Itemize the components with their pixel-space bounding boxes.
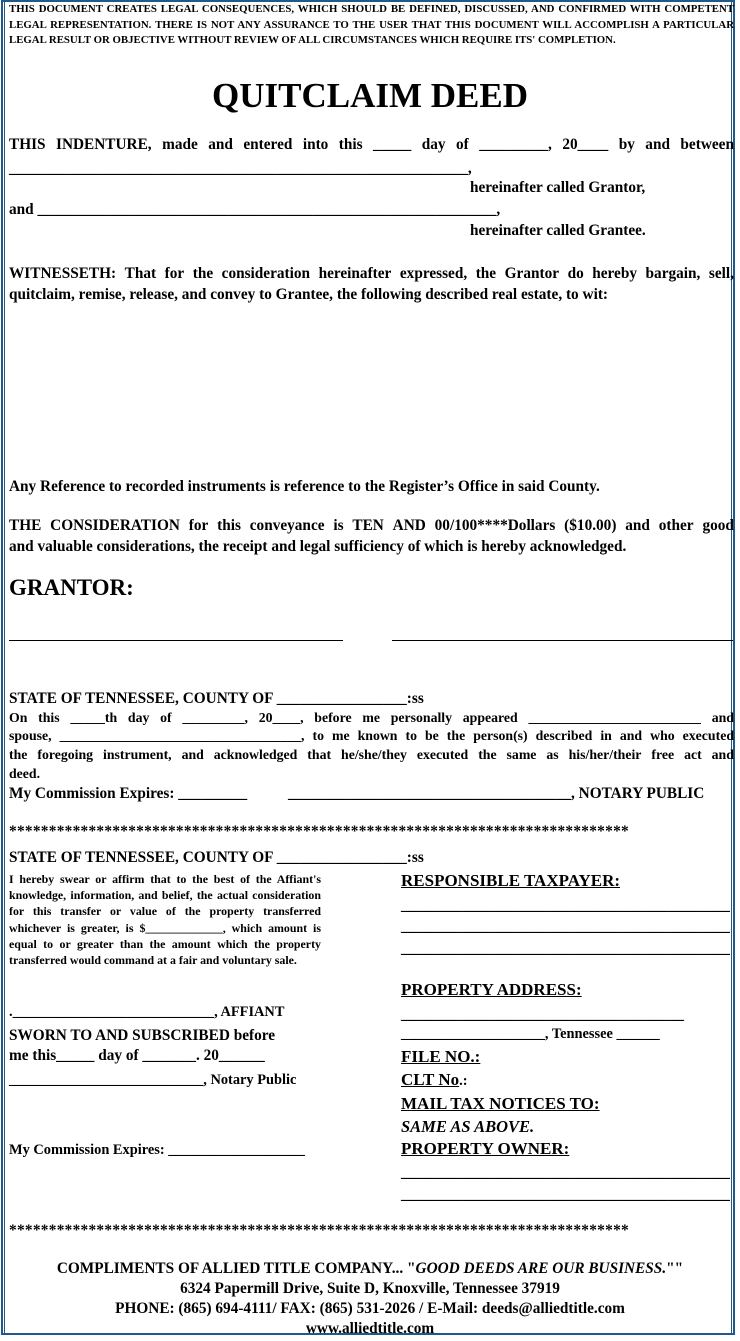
footer-compliments (0, 1260, 740, 1278)
word: ($10.00) (564, 517, 617, 534)
word: is (333, 517, 344, 534)
indenture-line-1 (9, 136, 734, 154)
word: day (421, 136, 446, 153)
word: bargain, (645, 265, 701, 282)
word: made (162, 136, 198, 153)
word: into (302, 136, 329, 153)
notary-line-1 (9, 710, 734, 726)
word: the (475, 265, 497, 282)
word: That (124, 265, 157, 282)
word: and (645, 136, 670, 153)
word: me (362, 710, 380, 725)
word: act (684, 747, 702, 762)
word: and (711, 747, 734, 762)
taxpayer-blank-1[interactable]: ___________________________________________ (401, 897, 730, 914)
word: and (619, 728, 643, 743)
word: the (9, 747, 28, 762)
word: do (567, 265, 584, 282)
reference-statement: Any Reference to recorded instruments is reference to the Register’s Office in said County. (9, 478, 600, 495)
word: he/she/they (341, 747, 407, 762)
word: THE (9, 517, 42, 534)
word: known (357, 728, 398, 743)
footer-website[interactable]: www.alliedtitle.com (305, 1320, 435, 1337)
word: who (650, 728, 675, 743)
word: conveyance (249, 517, 325, 534)
word: Grantor (504, 265, 560, 282)
witnesseth-line-2: quitclaim, remise, release, and convey to Grantee, the following described real estate, to wit: (9, 286, 609, 303)
notary-state-county: STATE OF TENNESSEE, COUNTY OF _________________:ss (9, 690, 424, 707)
word: for (164, 265, 185, 282)
word: for (188, 517, 209, 534)
word: this (217, 517, 241, 534)
word: as (546, 747, 559, 762)
consideration-line-1 (9, 517, 734, 535)
word: described (535, 728, 593, 743)
word: INDENTURE, (56, 136, 152, 153)
grantee-name-blank[interactable]: and ____________________________________________________________, (9, 201, 501, 218)
word: hereinafter (318, 265, 392, 282)
affidavit-text: I hereby swear or affirm that to the best of the Affiant's knowledge, information, and belief, the actual consideration for this transfer or value of the property transferred whichever is greater, is $_____________, which amount is equal to or greater than the amount which the property transferred would command at a fair and voluntary sale. (9, 872, 321, 968)
property-owner-heading: PROPERTY OWNER: (401, 1139, 570, 1158)
grantor-signature-line-1[interactable] (9, 640, 343, 641)
witnesseth-line-1 (9, 265, 734, 283)
word: AND (392, 517, 426, 534)
word: in (600, 728, 612, 743)
notary-line-4: deed. (9, 766, 41, 781)
word: other (658, 517, 694, 534)
word: appeared (462, 710, 518, 725)
word: On (9, 710, 28, 725)
word[interactable]: _____th (70, 710, 118, 725)
word: person(s) (473, 728, 528, 743)
word: the (446, 728, 466, 743)
word[interactable]: _____ (373, 136, 412, 153)
owner-blank-2[interactable]: ___________________________________________ (401, 1186, 730, 1203)
owner-blank-1[interactable]: ___________________________________________ (401, 1164, 730, 1181)
notary-commission-expires: My Commission Expires: _________ (9, 785, 248, 802)
word: of (456, 136, 469, 153)
legal-disclaimer: THIS DOCUMENT CREATES LEGAL CONSEQUENCES, WHICH SHOULD BE DEFINED, DISCUSSED, AND CONFIRMED WITH COMPETENT LEGAL REPRESENTATION. THERE IS NOT ANY ASSURANCE TO THE USER THAT THIS DOCUMENT WILL ACCOMPLISH A PARTICULAR LEGAL RESULT OR OBJECTIVE WITHOUT REVIEW OF ALL CIRCUMSTANCES WHICH REQUIRE ITS' COMPLETION. (9, 3, 734, 46)
word[interactable]: _________________________ (528, 710, 701, 725)
word: entered (243, 136, 293, 153)
separator-stars-1: ****************************************************************************** (9, 823, 629, 840)
word: hereby (592, 265, 638, 282)
footer-address: 6324 Papermill Drive, Suite D, Knoxville, Tennessee 37919 (180, 1280, 560, 1297)
sworn-line-2: me this_____ day of _______. 20______ (9, 1047, 265, 1064)
word: and (711, 710, 734, 725)
word: me (331, 728, 350, 743)
word[interactable]: 20____ (562, 136, 609, 153)
word: 00/100****Dollars (434, 517, 556, 534)
grantor-name-blank[interactable]: ____________________________________________________________, (9, 160, 472, 177)
word: and (208, 136, 233, 153)
word: sell, (708, 265, 734, 282)
grantor-signature-line-2[interactable] (392, 640, 733, 641)
separator-stars-2: ****************************************************************************** (9, 1222, 629, 1239)
word[interactable]: _________, (182, 710, 248, 725)
word: this (338, 136, 363, 153)
word: good (702, 517, 734, 534)
notary-public-signature[interactable]: _____________________________________, NOTARY PUBLIC (288, 785, 705, 802)
property-address-heading: PROPERTY ADDRESS: (401, 980, 582, 999)
word: between (680, 136, 734, 153)
property-city-tennessee[interactable]: ____________________, Tennessee ______ (401, 1026, 660, 1042)
affidavit-commission-expires: My Commission Expires: ___________________ (9, 1142, 305, 1158)
word: TEN (352, 517, 384, 534)
footer-slogan: GOOD DEEDS ARE OUR BUSINESS. (415, 1260, 667, 1277)
word: to (312, 728, 324, 743)
word: be (424, 728, 439, 743)
footer-slogan-end: "" (666, 1260, 684, 1277)
clt-no-label (401, 1070, 468, 1090)
consideration-line-2: and valuable considerations, the receipt and legal sufficiency of which is hereby acknowledged. (9, 538, 627, 555)
word: that (307, 747, 332, 762)
word: executed (416, 747, 469, 762)
grantor-label: hereinafter called Grantor, (470, 179, 646, 196)
footer-contact: PHONE: (865) 694-4111/ FAX: (865) 531-2026 / E-Mail: deeds@alliedtitle.com (115, 1300, 625, 1317)
word: the (192, 265, 214, 282)
sworn-line-1: SWORN TO AND SUBSCRIBED before (9, 1027, 276, 1044)
notary-line-3 (9, 747, 734, 763)
affidavit-state-county: STATE OF TENNESSEE, COUNTY OF _________________:ss (9, 849, 424, 866)
page-inner-border (4, 0, 732, 1333)
word: day (127, 710, 150, 725)
word[interactable]: 20____, (258, 710, 304, 725)
word: personally (390, 710, 453, 725)
notary-line-2 (9, 728, 734, 744)
same-as-above: SAME AS ABOVE. (401, 1117, 535, 1136)
word: WITNESSETH: (9, 265, 117, 282)
document-title: QUITCLAIM DEED (211, 76, 528, 115)
word: by (618, 136, 635, 153)
word: consideration (221, 265, 311, 282)
responsible-taxpayer-heading: RESPONSIBLE TAXPAYER: (401, 871, 621, 890)
word: and (181, 747, 204, 762)
word: this (38, 710, 60, 725)
taxpayer-blank-3[interactable]: ___________________________________________ (401, 940, 730, 957)
word: of (160, 710, 172, 725)
affidavit-notary-public[interactable]: ___________________________, Notary Public (9, 1072, 297, 1088)
mail-tax-notices-heading: MAIL TAX NOTICES TO: (401, 1094, 600, 1113)
grantee-label: hereinafter called Grantee. (470, 222, 646, 239)
word: the (478, 747, 497, 762)
word: free (651, 747, 675, 762)
word: CONSIDERATION (50, 517, 180, 534)
word: spouse, (9, 728, 52, 743)
file-no-label: FILE NO.: (401, 1047, 481, 1066)
affiant-signature[interactable]: .____________________________, AFFIANT (9, 1004, 285, 1020)
word: to (405, 728, 417, 743)
word: expressed, (399, 265, 468, 282)
word: acknowledged (213, 747, 298, 762)
word: before (314, 710, 352, 725)
word: THIS (9, 136, 46, 153)
footer-company: COMPLIMENTS OF ALLIED TITLE COMPANY... " (56, 1260, 416, 1277)
word: his/her/their (568, 747, 642, 762)
word[interactable]: ___________________________________, (59, 728, 305, 743)
taxpayer-blank-2[interactable]: ___________________________________________ (401, 918, 730, 935)
property-address-blank[interactable]: _____________________________________ (401, 1006, 684, 1023)
word: instrument, (103, 747, 172, 762)
word: same (506, 747, 537, 762)
clt-no-text: CLT No (401, 1070, 460, 1089)
grantor-heading: GRANTOR: (9, 575, 134, 600)
word: and (625, 517, 650, 534)
word[interactable]: _________, (479, 136, 552, 153)
clt-no-colon: .: (459, 1073, 468, 1089)
word: executed (682, 728, 734, 743)
word: foregoing (37, 747, 94, 762)
